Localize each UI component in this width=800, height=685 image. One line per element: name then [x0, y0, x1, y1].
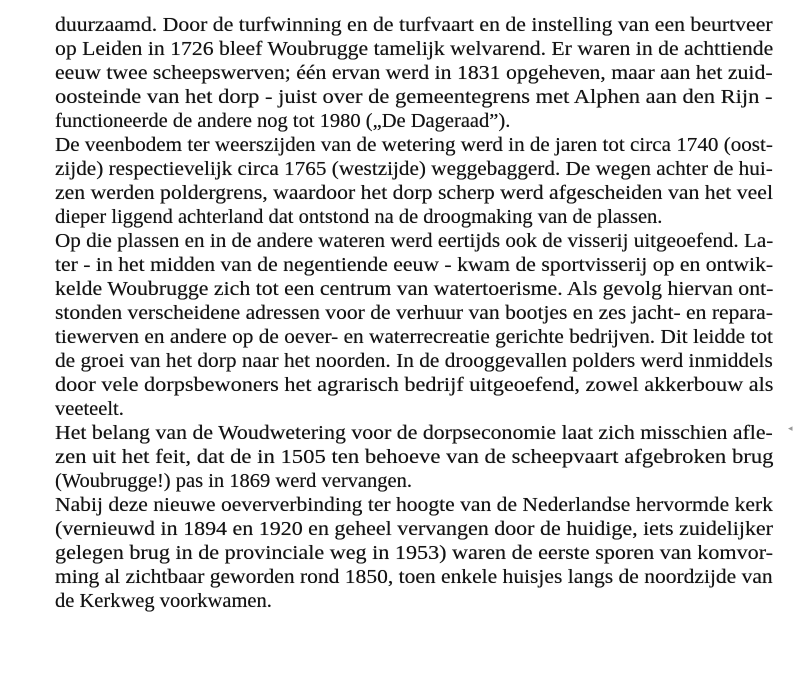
text-line: gelegen brug in de provinciale weg in 1953) waren de eerste sporen van komvor-: [55, 542, 774, 564]
scan-speck-icon: ◂: [788, 424, 793, 434]
text-line: tiewerven en andere op de oever- en waterrecreatie gerichte bedrijven. Dit leidde tot: [55, 326, 773, 348]
text-line: zen uit het feit, dat de in 1505 ten behoeve van de scheepvaart afgebroken brug: [55, 446, 774, 468]
text-line: ming al zichtbaar geworden rond 1850, toen enkele huisjes langs de noordzijde van: [55, 566, 773, 588]
text-line: ter - in het midden van de negentiende eeuw - kwam de sportvisserij op en ontwik-: [55, 254, 774, 276]
text-line: zen werden poldergrens, waardoor het dorp scherp werd afgescheiden van het veel: [55, 182, 774, 204]
text-line: Het belang van de Woudwetering voor de dorpseconomie laat zich misschien afle-: [55, 422, 773, 444]
text-line: de Kerkweg voorkwamen.: [55, 590, 272, 612]
text-line: zijde) respectievelijk circa 1765 (westzijde) weggebaggerd. De wegen achter de hui-: [55, 158, 773, 180]
text-line: kelde Woubrugge zich tot een centrum van watertoerisme. Als gevolg hiervan ont-: [55, 278, 774, 300]
text-line: oosteinde van het dorp - juist over de gemeentegrens met Alphen aan den Rijn -: [55, 86, 773, 108]
text-line: duurzaamd. Door de turfwinning en de turfvaart en de instelling van een beurtveer: [55, 14, 773, 36]
text-line: dieper liggend achterland dat ontstond na de droogmaking van de plassen.: [55, 206, 663, 228]
text-line: de groei van het dorp naar het noorden. In de drooggevallen polders werd inmiddels: [55, 350, 773, 372]
text-line: op Leiden in 1726 bleef Woubrugge tamelijk welvarend. Er waren in de achttiende: [55, 38, 774, 60]
text-line: functioneerde de andere nog tot 1980 („De Dageraad”).: [55, 110, 511, 132]
text-line: eeuw twee scheepswerven; één ervan werd in 1831 opgeheven, maar aan het zuid-: [55, 62, 773, 84]
text-line: De veenbodem ter weerszijden van de wetering werd in de jaren tot circa 1740 (oost-: [55, 134, 773, 156]
text-line: door vele dorpsbewoners het agrarisch bedrijf uitgeoefend, zowel akkerbouw als: [55, 374, 774, 396]
text-line: stonden verscheidene adressen voor de verhuur van bootjes en zes jacht- en repara-: [55, 302, 773, 324]
text-line: (Woubrugge!) pas in 1869 werd vervangen.: [55, 470, 412, 492]
text-line: Op die plassen en in de andere wateren werd eertijds ook de visserij uitgeoefend. La-: [55, 230, 774, 252]
text-line: (vernieuwd in 1894 en 1920 en geheel vervangen door de huidige, iets zuidelijker: [55, 518, 774, 540]
text-line: Nabij deze nieuwe oeververbinding ter hoogte van de Nederlandse hervormde kerk: [55, 494, 773, 516]
text-line: veeteelt.: [55, 398, 124, 420]
